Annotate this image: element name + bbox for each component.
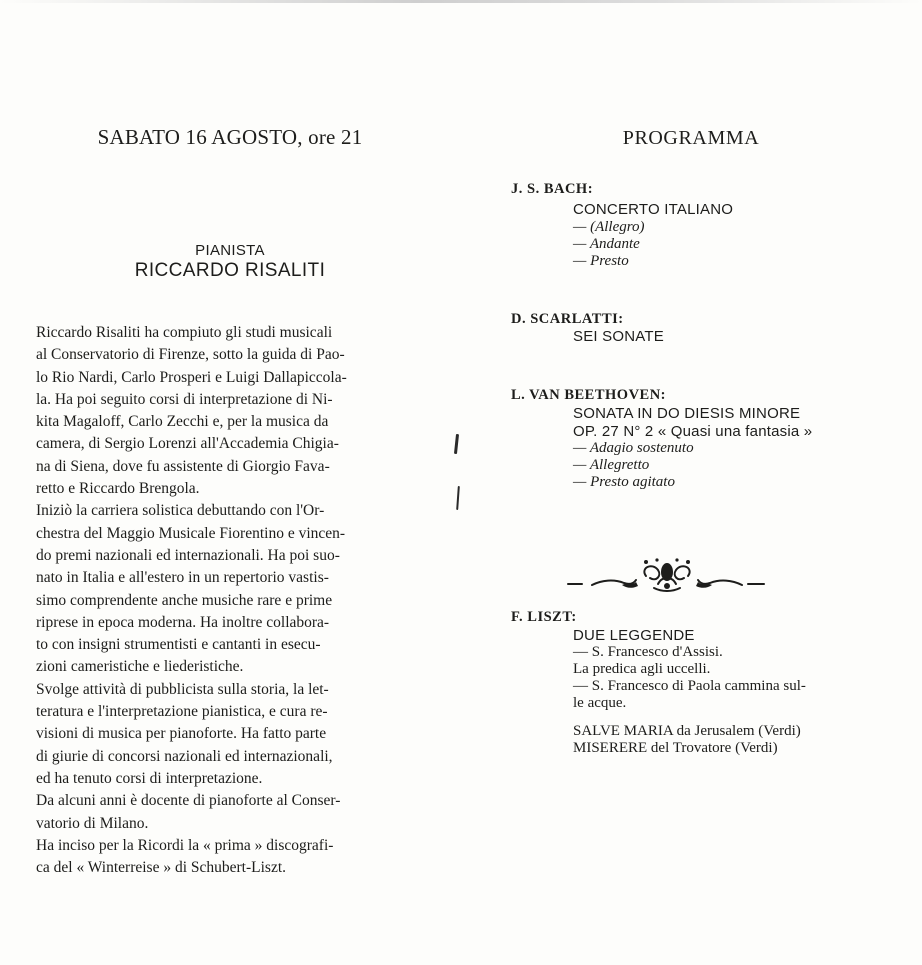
program-title: PROGRAMMA — [622, 127, 760, 149]
bio-line: retto e Riccardo Brengola. — [36, 480, 200, 498]
bio-line: visioni di musica per pianoforte. Ha fatto parte — [36, 725, 327, 743]
bio-line: Ha inciso per la Ricordi la « prima » discografi- — [36, 836, 334, 854]
composer-beethoven: L. VAN BEETHOVEN: — [511, 387, 667, 403]
fold-mark-upper — [454, 434, 459, 454]
performer-name: RICCARDO RISALITI — [134, 260, 326, 281]
bio-line: Riccardo Risaliti ha compiuto gli studi musicali — [36, 324, 333, 341]
movement: — (Allegro) — [573, 219, 645, 235]
work-miserere: MISERERE del Trovatore (Verdi) — [573, 740, 778, 756]
composer-bach: J. S. BACH: — [511, 181, 594, 197]
movement: — Allegretto — [573, 457, 650, 473]
bio-line: la. Ha poi seguito corsi di interpretazione di Ni- — [36, 390, 333, 408]
work-salve-maria: SALVE MARIA da Jerusalem (Verdi) — [573, 723, 801, 739]
work-due-leggende: DUE LEGGENDE — [573, 627, 695, 644]
bio-line: riprese in epoca moderna. Ha inoltre collabora- — [36, 613, 330, 631]
work-opus: OP. 27 N° 2 « Quasi una fantasia » — [573, 423, 813, 440]
legend-line: — S. Francesco d'Assisi. — [573, 644, 723, 660]
work-sei-sonate: SEI SONATE — [573, 328, 664, 345]
ornament-divider — [562, 556, 772, 596]
bio-line: nato in Italia e all'estero in un repertorio vastis- — [36, 569, 329, 587]
bio-line: do premi nazionali ed internazionali. Ha poi suo- — [36, 546, 340, 564]
bio-line: teratura e l'interpretazione pianistica, e cura re- — [36, 703, 328, 721]
legend-line: le acque. — [573, 695, 627, 711]
bio-line: vatorio di Milano. — [36, 814, 149, 832]
work-concerto-italiano: CONCERTO ITALIANO — [573, 201, 734, 218]
bio-line: ca del « Winterreise » di Schubert-Liszt. — [36, 859, 287, 877]
performer-role: PIANISTA — [195, 242, 265, 259]
movement: — Presto — [573, 253, 629, 269]
concert-date: SABATO 16 AGOSTO, ore 21 — [97, 125, 363, 149]
composer-liszt: F. LISZT: — [511, 609, 577, 625]
bio-line: simo comprendente anche musiche rare e prime — [36, 591, 333, 609]
fold-mark-lower — [456, 486, 460, 510]
movement: — Andante — [573, 236, 640, 252]
bio-line: camera, di Sergio Lorenzi all'Accademia Chigia- — [36, 435, 339, 453]
bio-line: di giurie di concorsi nazionali ed internazionali, — [36, 747, 333, 765]
biography — [36, 322, 376, 879]
bio-line: kita Magaloff, Carlo Zecchi e, per la musica da — [36, 413, 329, 431]
bio-line: Da alcuni anni è docente di pianoforte al Conser- — [36, 792, 341, 810]
bio-line: to con insigni strumentisti e cantanti in esecu- — [36, 636, 321, 654]
bio-line: al Conservatorio di Firenze, sotto la guida di Pao- — [36, 346, 345, 364]
bio-line: Iniziò la carriera solistica debuttando con l'Or- — [36, 502, 325, 520]
bio-line: na di Siena, dove fu assistente di Giorgio Fava- — [36, 457, 330, 475]
bio-line: ed ha tenuto corsi di interpretazione. — [36, 769, 263, 787]
bio-line: chestra del Maggio Musicale Fiorentino e vincen- — [36, 524, 346, 542]
work-sonata: SONATA IN DO DIESIS MINORE — [573, 405, 801, 422]
bio-line: lo Rio Nardi, Carlo Prosperi e Luigi Dallapiccola- — [36, 368, 347, 386]
legend-line: La predica agli uccelli. — [573, 661, 711, 677]
page-top-edge — [0, 0, 922, 3]
legend-line: — S. Francesco di Paola cammina sul- — [573, 678, 806, 694]
composer-scarlatti: D. SCARLATTI: — [511, 311, 624, 327]
bio-line: Svolge attività di pubblicista sulla storia, la let- — [36, 680, 329, 698]
movement: — Presto agitato — [573, 474, 675, 490]
movement: — Adagio sostenuto — [573, 440, 694, 456]
bio-line: zioni cameristiche e liederistiche. — [36, 658, 244, 676]
